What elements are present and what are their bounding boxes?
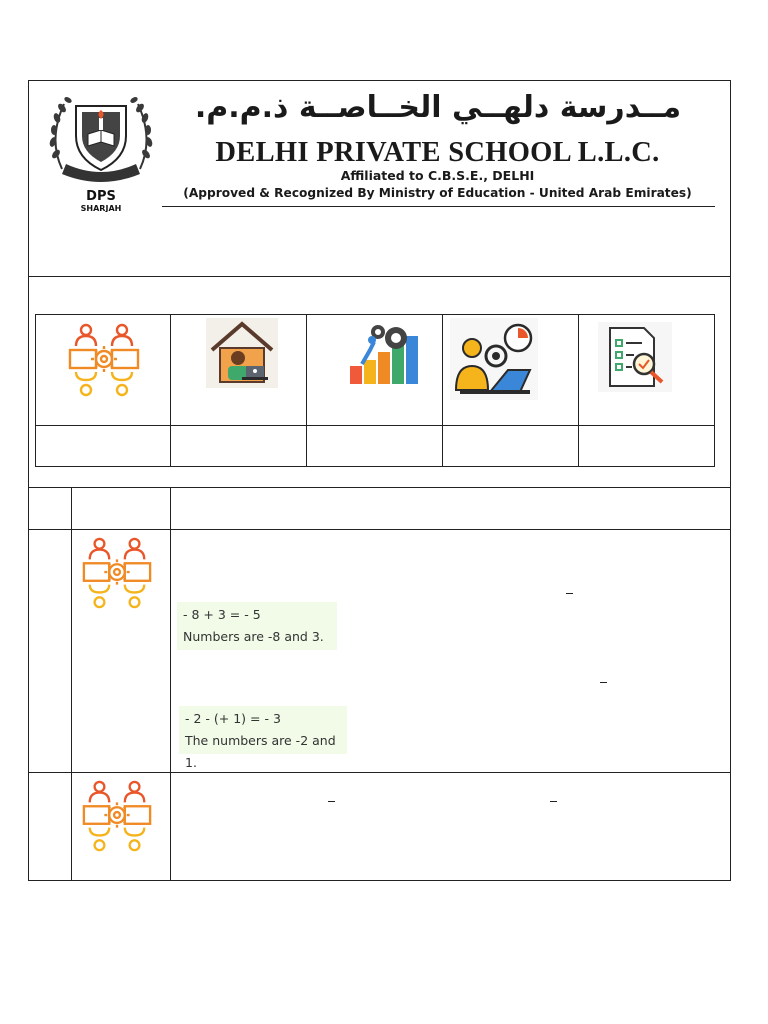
example-box-2 xyxy=(179,706,347,770)
dash-mark xyxy=(566,593,573,594)
example2-equation: - 2 - (+ 1) = - 3 xyxy=(185,711,281,726)
logo-initials: DPS xyxy=(86,189,116,204)
dash-mark xyxy=(600,682,607,683)
school-logo xyxy=(42,84,160,212)
teamwork-gears-icon xyxy=(66,322,142,398)
work-from-home-icon xyxy=(206,318,278,388)
row1-teamwork-icon xyxy=(80,535,154,611)
logo-city: SHARJAH xyxy=(80,204,122,212)
arabic-school-name: مــدرسة دلهــي الخــاصــة ذ.م.م. xyxy=(194,90,682,125)
checklist-search-icon xyxy=(598,322,672,392)
example1-equation: - 8 + 3 = - 5 xyxy=(183,607,261,622)
header-underline xyxy=(162,206,715,207)
example2-answer: The numbers are -2 and 1. xyxy=(185,733,336,770)
approval-text: (Approved & Recognized By Ministry of Education - United Arab Emirates) xyxy=(183,186,692,200)
time-management-icon xyxy=(450,318,538,400)
school-name: DELHI PRIVATE SCHOOL L.L.C. xyxy=(215,137,660,168)
example-box-1 xyxy=(177,602,337,650)
example1-answer: Numbers are -8 and 3. xyxy=(183,629,324,644)
affiliation: Affiliated to C.B.S.E., DELHI xyxy=(340,168,535,183)
row2-teamwork-icon xyxy=(80,778,154,854)
dash-mark xyxy=(328,801,335,802)
dash-mark xyxy=(550,801,557,802)
growth-chart-gears-icon xyxy=(348,320,426,386)
